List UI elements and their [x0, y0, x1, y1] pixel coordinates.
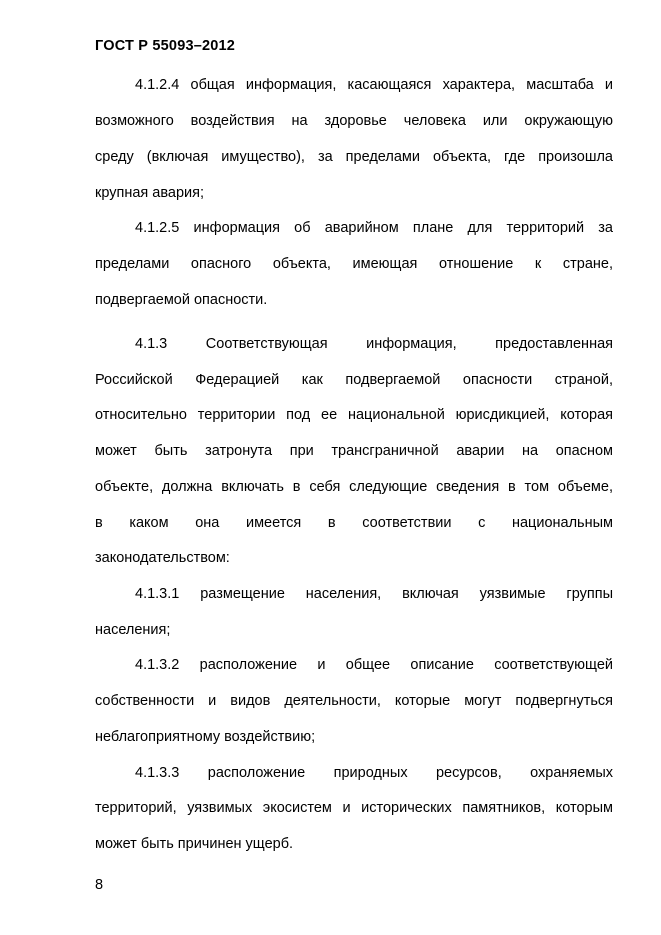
text-line: территорий, уязвимых экосистем и исторических памятников, которым	[95, 800, 613, 816]
text-line: объекте, должна включать в себя следующие сведения в том объеме,	[95, 479, 613, 495]
text-line: среду (включая имущество), за пределами объекта, где произошла	[95, 149, 613, 165]
text-line: Российской Федерацией как подвергаемой опасности страной,	[95, 372, 613, 388]
text-line: может быть причинен ущерб.	[95, 836, 294, 852]
text-line: собственности и видов деятельности, которые могут подвергнуться	[95, 693, 613, 709]
text-line: возможного воздействия на здоровье человека или окружающую	[95, 113, 613, 129]
text-line: крупная авария;	[95, 185, 205, 201]
text-line: 4.1.3.3 расположение природных ресурсов, охраняемых	[135, 765, 613, 781]
text-line: может быть затронута при трансграничной аварии на опасном	[95, 443, 613, 459]
text-line: в каком она имеется в соответствии с национальным	[95, 515, 613, 531]
text-line: подвергаемой опасности.	[95, 292, 268, 308]
text-line: 4.1.2.5 информация об аварийном плане для территорий за	[135, 220, 613, 236]
text-line: пределами опасного объекта, имеющая отношение к стране,	[95, 256, 613, 272]
text-line: неблагоприятному воздействию;	[95, 729, 316, 745]
text-line: относительно территории под ее национальной юрисдикцией, которая	[95, 407, 613, 423]
page-number: 8	[95, 877, 104, 893]
text-line: населения;	[95, 622, 171, 638]
text-line: 4.1.3.1 размещение населения, включая уязвимые группы	[135, 586, 613, 602]
text-line: 4.1.3.2 расположение и общее описание соответствующей	[135, 657, 613, 673]
text-line: 4.1.2.4 общая информация, касающаяся характера, масштаба и	[135, 77, 613, 93]
document-header: ГОСТ Р 55093–2012	[95, 38, 236, 54]
text-line: 4.1.3 Соответствующая информация, предоставленная	[135, 336, 613, 352]
text-line: законодательством:	[95, 550, 230, 566]
